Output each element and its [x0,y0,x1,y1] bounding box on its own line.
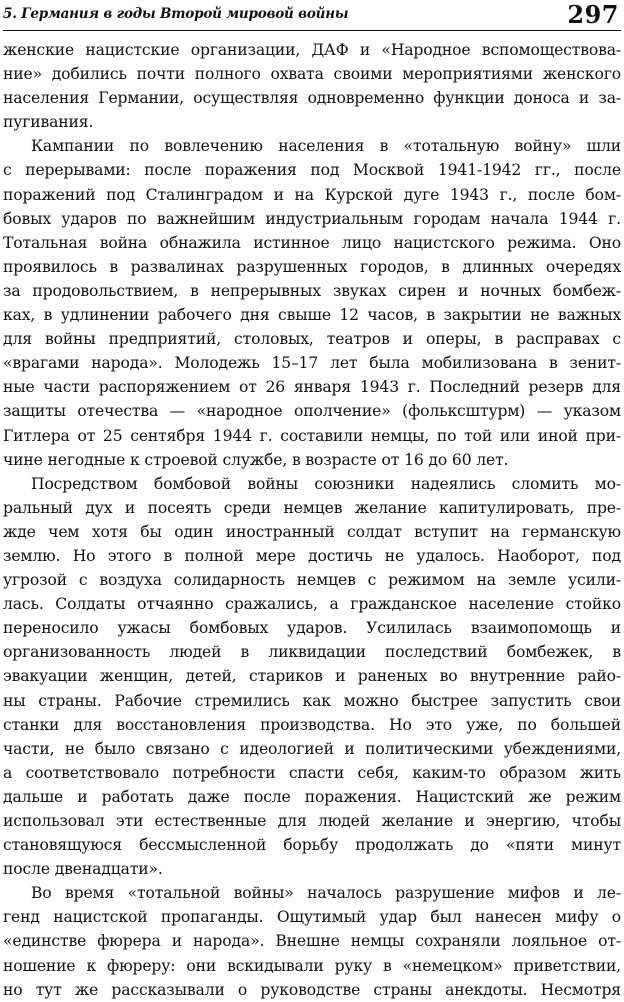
text-line: генд нацистской пропаганды. Ощутимый удар был нанесен мифу о [3,908,621,927]
text-line: населения Германии, осуществляя одновременно функции доноса и за- [3,89,621,108]
paragraph [3,881,621,1001]
text-line: Кампании по вовлечению населения в «тотальную войну» шли [31,137,621,156]
text-line: ральный дух и посеять среди немцев желание капитулировать, пре- [3,498,621,517]
text-line: Гитлера от 25 сентября 1944 г. составили немцы, по той или иной при- [3,426,621,445]
text-line: ны страны. Рабочие стремились как можно быстрее запустить свои [3,691,621,710]
text-line: пугивания. [3,113,94,132]
text-line: а соответствовало потребности спасти себя, каким-то образом жить [3,763,621,782]
text-line: лась. Солдаты отчаянно сражались, а гражданское население стойко [3,595,621,614]
paragraph [3,472,621,882]
text-line: Во время «тотальной войны» началось разрушение мифов и ле- [31,884,621,903]
text-line: жде чем хотя бы один иностранный солдат вступит на германскую [3,522,621,541]
text-line: эвакуации женщин, детей, стариков и раненых во внутренние райо- [3,667,621,686]
text-line: чине негодные к строевой службе, в возрасте от 16 до 60 лет. [3,450,509,469]
text-line: дальше и работать даже после поражения. Нацистский же режим [3,787,621,806]
running-head: 5. Германия в годы Второй мировой войны [3,6,349,22]
text-line: с перерывами: после поражения под Москвой 1941-1942 гг., после [3,161,621,180]
text-line: ние» добились почти полного охвата своими мероприятиями женского [3,65,621,84]
text-line: становящуюся бессмысленной борьбу продолжать до «пяти минут [3,836,621,855]
body-text [3,38,621,1002]
text-line: для войны предприятий, столовых, театров и оперы, в расправах с [3,330,621,349]
text-line: Посредством бомбовой войны союзники надеялись сломить мо- [31,474,621,493]
page-header [3,0,621,31]
book-page [3,0,621,999]
text-line: ках, в удлинении рабочего дня свыше 12 часов, в закрытии не важных [3,306,621,325]
text-line: переносило ужасы бомбовых ударов. Усилилась взаимопомощь и [3,619,621,638]
text-line: «единстве фюрера и народа». Внешне немцы сохраняли лояльное от- [3,932,621,951]
text-line: станки для восстановления производства. Но это уже, по большей [3,715,621,734]
text-line: части, не было связано с идеологией и политическими убеждениями, [3,739,621,758]
text-line: землю. Но этого в полной мере достичь не удалось. Наоборот, под [3,546,621,565]
paragraph [3,134,621,471]
text-line: за продовольствием, в непрерывных звуках сирен и ночных бомбеж- [3,281,621,300]
text-line: угрозой с воздуха солидарность немцев с режимом на земле усили- [3,571,621,590]
text-line: Тотальная война обнажила истинное лицо нацистского режима. Оно [3,233,621,252]
text-line: но тут же рассказывали о руководстве страны анекдоты. Несмотря [3,980,621,999]
text-line: «врагами народа». Молодежь 15–17 лет была мобилизована в зенит- [3,354,621,373]
text-line: использовал эти естественные для людей желание и энергию, чтобы [3,812,621,830]
text-line: организованность людей в ликвидации последствий бомбежек, в [3,643,621,662]
text-line: защиты отечества — «народное ополчение» (фольксштурм) — указом [3,402,621,421]
text-line: бовых ударов по важнейшим индустриальным городам начала 1944 г. [3,209,621,228]
paragraph [3,38,621,134]
text-line: поражений под Сталинградом и на Курской дуге 1943 г., после бом- [3,185,621,204]
page-number: 297 [567,0,619,29]
text-line: женские нацистские организации, ДАФ и «Народное вспомоществова- [3,41,621,59]
text-line: ные части распоряжением от 26 января 1943 г. Последний резерв для [3,378,621,397]
text-line: ношение к фюреру: они вскидывали руку в «немецком» приветствии, [3,956,621,975]
text-line: проявилось в развалинах разрушенных городов, в длинных очередях [3,257,621,276]
text-line: после двенадцати». [3,860,163,879]
